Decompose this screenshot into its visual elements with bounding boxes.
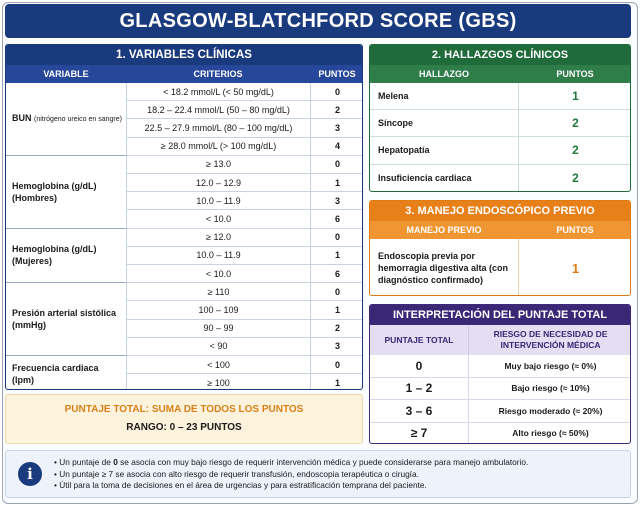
puntos-cell: 2 xyxy=(310,101,363,119)
variable-name-text: BUN xyxy=(12,112,32,123)
section-interpretacion xyxy=(369,304,631,444)
info-bullet-text: se asocia con muy bajo riesgo de requerir intervención médica y puede considerarse para manejo ambulatorio. xyxy=(117,457,529,467)
variable-name xyxy=(6,283,126,356)
variable-name-text: Frecuencia cardiaca xyxy=(12,362,99,373)
hallazgo-points: 2 xyxy=(518,137,631,164)
variable-name-text: Hemoglobina (g/dL) xyxy=(12,244,97,255)
info-bullet-bold: 0 xyxy=(113,457,118,467)
criterio-cell: < 10.0 xyxy=(126,210,310,228)
hallazgo-points: 2 xyxy=(518,165,631,192)
section3-title: 3. MANEJO ENDOSCÓPICO PREVIO xyxy=(370,201,630,221)
risk-level: Muy bajo riesgo (≈ 0%) xyxy=(468,355,631,378)
section-manejo-endoscopico xyxy=(369,200,631,296)
hallazgo-cell: Melena xyxy=(370,83,518,110)
variable-name-text: Presión arterial sistólica xyxy=(12,308,117,319)
header-puntos: PUNTOS xyxy=(310,65,363,83)
variable-unit: (mmHg) xyxy=(12,320,46,331)
criterio-cell: ≥ 12.0 xyxy=(126,229,310,247)
criterio-cell: 90 – 99 xyxy=(126,320,310,338)
variable-unit: (Hombres) xyxy=(12,192,58,203)
page-title: GLASGOW-BLATCHFORD SCORE (GBS) xyxy=(5,4,631,38)
total-range-label: RANGO: 0 – 23 PUNTOS xyxy=(126,422,242,433)
total-box xyxy=(5,394,363,444)
criterio-cell: < 90 xyxy=(126,338,310,356)
criterio-cell: 100 – 109 xyxy=(126,301,310,319)
criterio-cell: ≥ 28.0 mmol/L (> 100 mg/dL) xyxy=(126,138,310,156)
header-puntos-hallazgo: PUNTOS xyxy=(518,65,631,83)
variable-unit: (lpm) xyxy=(12,374,34,385)
section-hallazgos-clinicos xyxy=(369,44,631,192)
puntos-cell: 3 xyxy=(310,192,363,210)
header-puntos-manejo: PUNTOS xyxy=(518,221,631,239)
section4-title: INTERPRETACIÓN DEL PUNTAJE TOTAL xyxy=(370,305,630,325)
info-bullet-text: Un puntaje de xyxy=(59,457,114,467)
variable-name-text: Hemoglobina (g/dL) xyxy=(12,180,97,191)
puntos-cell: 0 xyxy=(310,229,363,247)
criterio-cell: ≥ 110 xyxy=(126,283,310,301)
criterio-cell: 12.0 – 12.9 xyxy=(126,174,310,192)
puntos-cell: 1 xyxy=(310,374,363,390)
criterio-cell: ≥ 100 xyxy=(126,374,310,390)
score-range: 0 xyxy=(370,355,468,378)
variable-name xyxy=(6,229,126,284)
variable-name xyxy=(6,356,126,390)
criterio-cell: 22.5 – 27.9 mmol/L (80 – 100 mg/dL) xyxy=(126,119,310,137)
criterio-cell: 18.2 – 22.4 mmol/L (50 – 80 mg/dL) xyxy=(126,101,310,119)
score-range: ≥ 7 xyxy=(370,423,468,445)
puntos-cell: 1 xyxy=(310,301,363,319)
hallazgo-cell: Síncope xyxy=(370,110,518,137)
info-bullet xyxy=(54,457,528,469)
hallazgo-cell: Insuficiencia cardiaca xyxy=(370,165,518,192)
section-variables-clinicas xyxy=(5,44,363,390)
risk-level: Alto riesgo (≈ 50%) xyxy=(468,423,631,445)
section2-title: 2. HALLAZGOS CLÍNICOS xyxy=(370,45,630,65)
info-footer xyxy=(5,450,631,498)
puntos-cell: 2 xyxy=(310,320,363,338)
info-bullet: • Útil para la toma de decisiones en el área de urgencias y para estratificación temprana del paciente. xyxy=(54,480,528,492)
score-range: 1 – 2 xyxy=(370,378,468,401)
score-range: 3 – 6 xyxy=(370,400,468,423)
variable-subtitle: (nitrógeno ureico en sangre) xyxy=(34,115,122,123)
variable-name xyxy=(6,83,126,156)
criterio-cell: ≥ 13.0 xyxy=(126,156,310,174)
hallazgo-points: 1 xyxy=(518,83,631,110)
variable-unit: (Mujeres) xyxy=(12,256,53,267)
criterio-cell: < 18.2 mmol/L (< 50 mg/dL) xyxy=(126,83,310,101)
header-hallazgo: HALLAZGO xyxy=(370,65,518,83)
puntos-cell: 4 xyxy=(310,138,363,156)
hallazgo-points: 2 xyxy=(518,110,631,137)
puntos-cell: 6 xyxy=(310,265,363,283)
info-icon: i xyxy=(18,462,42,486)
puntos-cell: 0 xyxy=(310,83,363,101)
criterio-cell: 10.0 – 11.9 xyxy=(126,192,310,210)
section1-title: 1. VARIABLES CLÍNICAS xyxy=(6,45,362,65)
hallazgo-cell: Hepatopatía xyxy=(370,137,518,164)
header-manejo-previo: MANEJO PREVIO xyxy=(370,221,518,239)
header-puntaje-total: PUNTAJE TOTAL xyxy=(370,325,468,355)
puntos-cell: 0 xyxy=(310,356,363,374)
header-riesgo: RIESGO DE NECESIDAD DE INTERVENCIÓN MÉDICA xyxy=(468,325,631,355)
total-sum-label: PUNTAJE TOTAL: SUMA DE TODOS LOS PUNTOS xyxy=(64,404,304,415)
info-list xyxy=(54,457,528,492)
puntos-cell: 3 xyxy=(310,338,363,356)
manejo-points: 1 xyxy=(518,239,631,296)
manejo-description: Endoscopia previa por hemorragia digestiva alta (con diagnóstico confirmado) xyxy=(378,251,509,285)
criterio-cell: < 10.0 xyxy=(126,265,310,283)
puntos-cell: 1 xyxy=(310,247,363,265)
risk-level: Bajo riesgo (≈ 10%) xyxy=(468,378,631,401)
puntos-cell: 1 xyxy=(310,174,363,192)
info-bullet: • Un puntaje ≥ 7 se asocia con alto riesgo de requerir transfusión, endoscopia terapéutica o cirugía. xyxy=(54,469,528,481)
puntos-cell: 0 xyxy=(310,156,363,174)
criterio-cell: 10.0 – 11.9 xyxy=(126,247,310,265)
criterio-cell: < 100 xyxy=(126,356,310,374)
puntos-cell: 0 xyxy=(310,283,363,301)
risk-level: Riesgo moderado (≈ 20%) xyxy=(468,400,631,423)
puntos-cell: 3 xyxy=(310,119,363,137)
variable-name xyxy=(6,156,126,229)
puntos-cell: 6 xyxy=(310,210,363,228)
header-variable: VARIABLE xyxy=(6,65,126,83)
header-criterios: CRITERIOS xyxy=(126,65,310,83)
